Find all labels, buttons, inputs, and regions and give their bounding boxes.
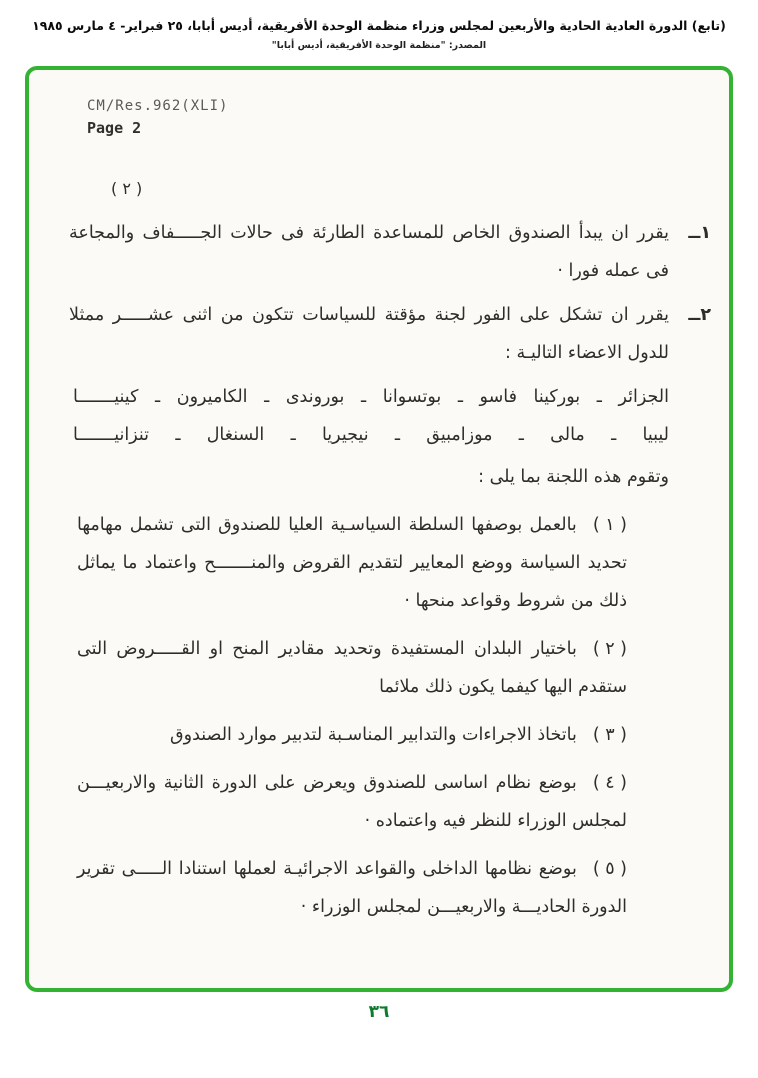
sub-item-number: ( ١ ) <box>592 515 627 535</box>
country-list-line-1: الجزائر ـ بوركينا فاسو ـ بوتسوانا ـ بوروندى ـ الكاميرون ـ كينيـــــــا <box>73 387 669 407</box>
sub-item-number: ( ٢ ) <box>592 639 627 659</box>
page-footer <box>0 1002 758 1022</box>
sub-item-5 <box>77 850 627 926</box>
item-text: يقرر ان تشكل على الفور لجنة مؤقتة للسياسات تتكون من اثنى عشـــــر ممثلا للدول الاعضاء التاليـة : <box>69 305 669 363</box>
item-number: ١ــ <box>688 223 711 243</box>
sub-item-2 <box>77 630 627 706</box>
sub-item-number: ( ٣ ) <box>592 725 627 745</box>
caption-title: (تابع) الدورة العادية الحادية والأربعين لمجلس وزراء منظمة الوحدة الأفريقية، أديس أبابا، ٢٥ فبراير- ٤ مارس ١٩٨٥ <box>32 18 726 33</box>
sub-item-text: بوضع نظام اساسى للصندوق ويعرض على الدورة الثانية والاربعيـــن لمجلس الوزراء للنظر فيه واعتماده · <box>77 773 627 831</box>
sub-item-number: ( ٥ ) <box>592 859 627 879</box>
sub-item-text: باتخاذ الاجراءات والتدابير المناسـبة لتدبير موارد الصندوق <box>170 725 577 745</box>
item-number: ٢ــ <box>688 305 711 325</box>
document-reference: CM/Res.962(XLI) <box>87 98 229 114</box>
sub-item-1 <box>77 506 627 620</box>
sub-item-4 <box>77 764 627 840</box>
item-text: يقرر ان يبدأ الصندوق الخاص للمساعدة الطارئة فى حالات الجـــــفاف والمجاعة فى عمله فورا · <box>69 223 669 281</box>
resolution-item-2 <box>69 296 711 372</box>
sub-item-text: بالعمل بوصفها السلطة السياسـية العليا للصندوق التى تشمل مهامها تحديد السياسة ووضع المعايير لتقديم القروض والمنـــــــح واعتماد ما يماثل ذلك من شروط وقواعد منحها · <box>77 515 627 611</box>
sub-item-number: ( ٤ ) <box>592 773 627 793</box>
section-heading: ( ٢ ) <box>111 179 143 198</box>
caption-header <box>0 0 758 51</box>
page-label: Page 2 <box>87 119 142 137</box>
country-list-line-2: ليبيا ـ مالى ـ موزامبيق ـ نيجيريا ـ السنغال ـ تنزانيـــــــا <box>73 425 669 445</box>
sub-item-text: بوضع نظامها الداخلى والقواعد الاجرائيـة لعملها استنادا الـــــى تقرير الدورة الحاديـــة والاربعيـــن لمجلس الوزراء · <box>77 859 627 917</box>
sub-item-text: باختيار البلدان المستفيدة وتحديد مقادير المنح او القـــــروض التى ستقدم اليها كيفما يكون ذلك ملائما <box>77 639 627 697</box>
page-number: ٣٦ <box>368 1002 390 1022</box>
sub-item-3 <box>77 716 627 754</box>
resolution-item-1 <box>69 214 711 290</box>
document-body <box>69 214 711 926</box>
committee-intro: وتقوم هذه اللجنة بما يلى : <box>478 467 669 487</box>
document-frame <box>25 66 733 992</box>
caption-source: المصدر: "منظمة الوحدة الأفريقية، أديس أبابا" <box>271 40 487 51</box>
